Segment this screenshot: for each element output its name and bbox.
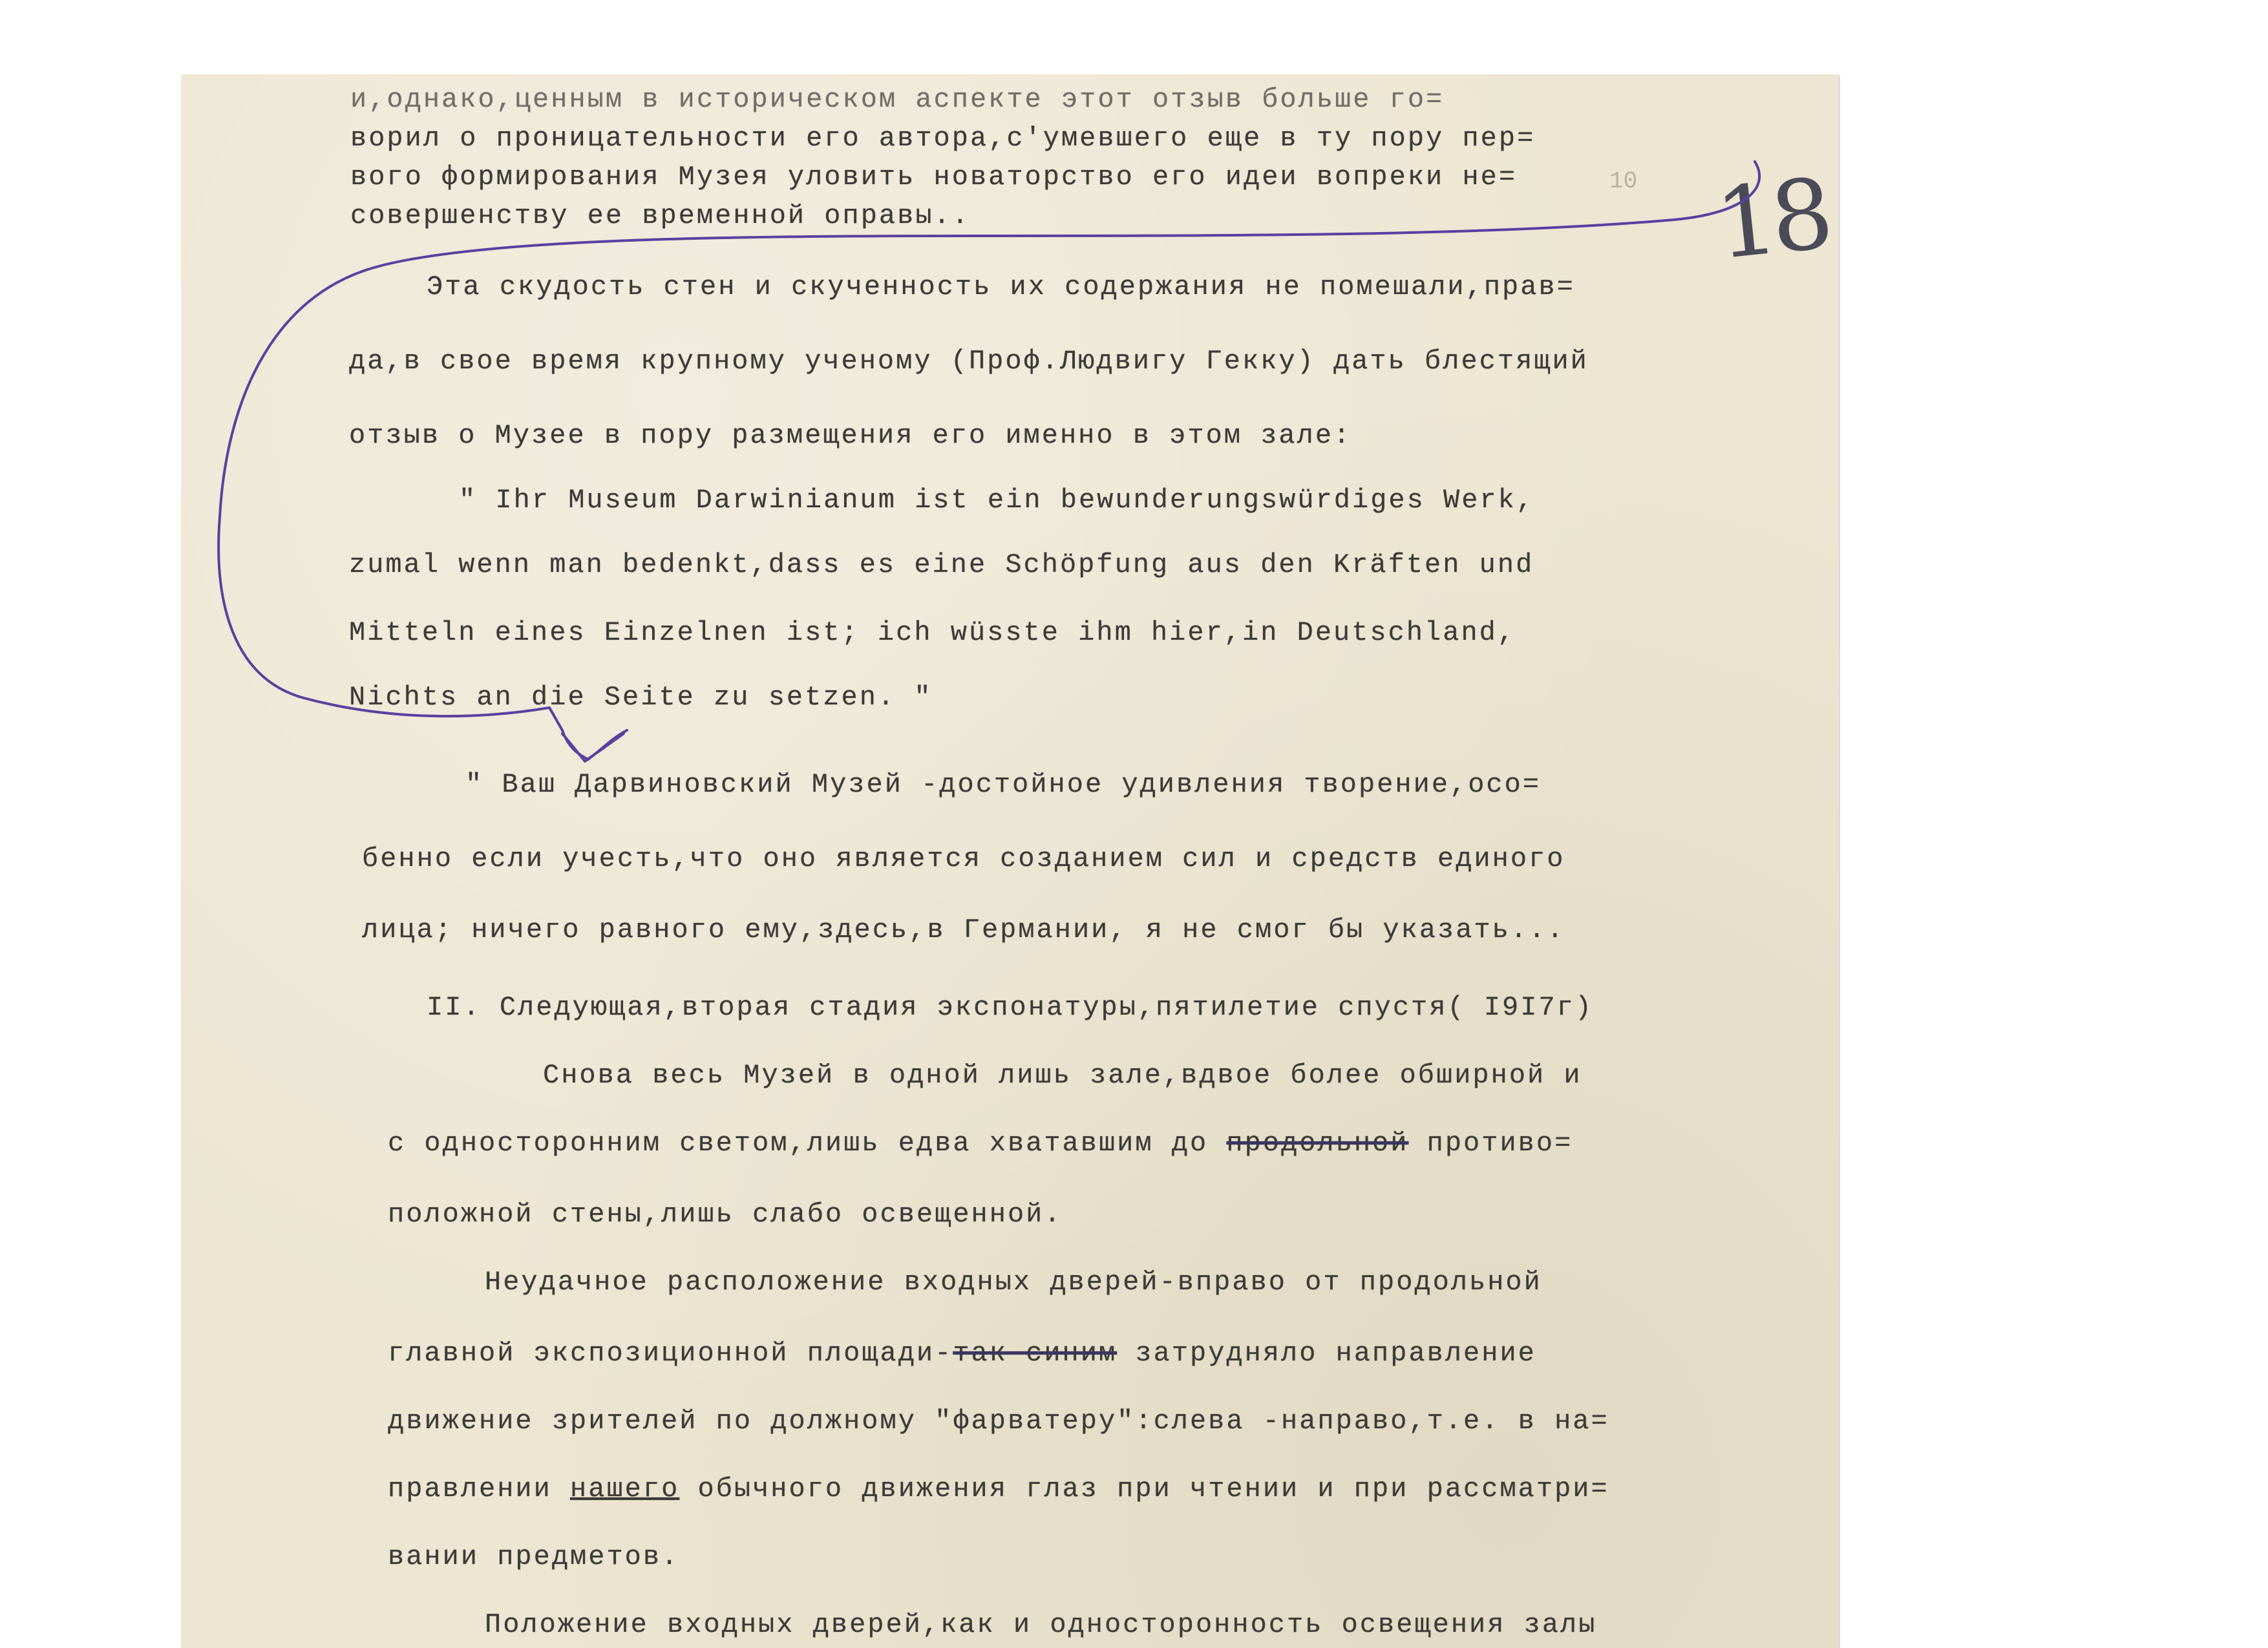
text-line-17-part-1: с односторонним светом,лишь едва хватавшим до [388,1128,1227,1159]
text-line-22-part-3: обычного движения глаз при чтении и при рассматри= [679,1474,1609,1505]
underlined-word-nashego: нашего [570,1474,680,1505]
german-quote-line-1: " Ihr Museum Darwinianum ist ein bewunderungswürdiges Werk, [459,485,1535,516]
section-heading-ii: II. Следующая,вторая стадия экспонатуры,пятилетие спустя( I9I7г) [427,992,1594,1023]
text-line-17 [388,1128,1573,1159]
faint-stamped-number: 10 [1609,168,1638,195]
text-line-18: положной стены,лишь слабо освещенной. [388,1199,1063,1230]
text-line-19: Неудачное расположение входных дверей-вправо от продольной [485,1267,1542,1298]
text-line-22-part-1: правлении [388,1474,571,1505]
german-quote-line-4: Nichts an die Seite zu setzen. " [349,682,933,713]
text-line-4: совершенству ее временной оправы.. [350,200,970,231]
german-quote-line-3: Mitteln eines Einzelnen ist; ich wüsste ihm hier,in Deutschland, [349,617,1516,648]
text-line-20-part-1: главной экспозиционной площади- [388,1338,953,1369]
text-line-5: Эта скудость стен и скученность их содержания не помешали,прав= [427,271,1575,302]
text-line-17-part-3: противо= [1408,1128,1573,1159]
russian-quote-line-1: " Ваш Дарвиновский Музей -достойное удивления творение,осо= [465,769,1542,800]
text-line-6: да,в свое время крупному ученому (Проф.Людвигу Гекку) дать блестящий [349,346,1589,377]
text-line-20 [388,1338,1536,1369]
struck-word-prodolnoi: продольной [1226,1128,1409,1159]
text-line-23: вании предметов. [388,1541,680,1572]
german-quote-line-2: zumal wenn man bedenkt,dass es eine Schöpfung aus den Kräften und [349,549,1534,580]
struck-words-tak-sinim: так синим [953,1338,1118,1369]
text-line-21: движение зрителей по должному "фарватеру":слева -направо,т.е. в на= [388,1406,1609,1437]
text-line-2: ворил о проницательности его автора,с'умевшего еще в ту пору пер= [350,123,1536,154]
text-line-22 [388,1474,1609,1505]
typewritten-sheet [181,74,1839,1648]
text-line-20-part-3: затрудняло направление [1117,1338,1536,1369]
text-line-24: Положение входных дверей,как и односторонность освещения залы [485,1609,1597,1640]
text-line-16: Снова весь Музей в одной лишь зале,вдвое более обширной и [543,1060,1582,1091]
russian-quote-line-3: лица; ничего равного ему,здесь,в Германии, я не смог бы указать... [362,914,1565,945]
text-line-3: вого формирования Музея уловить новаторство его идеи вопреки не= [350,162,1518,193]
text-line-1: и,однако,ценным в историческом аспекте этот отзыв больше го= [350,84,1445,115]
russian-quote-line-2: бенно если учесть,что оно является созданием сил и средств единого [362,843,1565,874]
handwritten-page-number: 18 [1710,158,1832,282]
text-line-7: отзыв о Музее в пору размещения его именно в этом зале: [349,420,1352,451]
